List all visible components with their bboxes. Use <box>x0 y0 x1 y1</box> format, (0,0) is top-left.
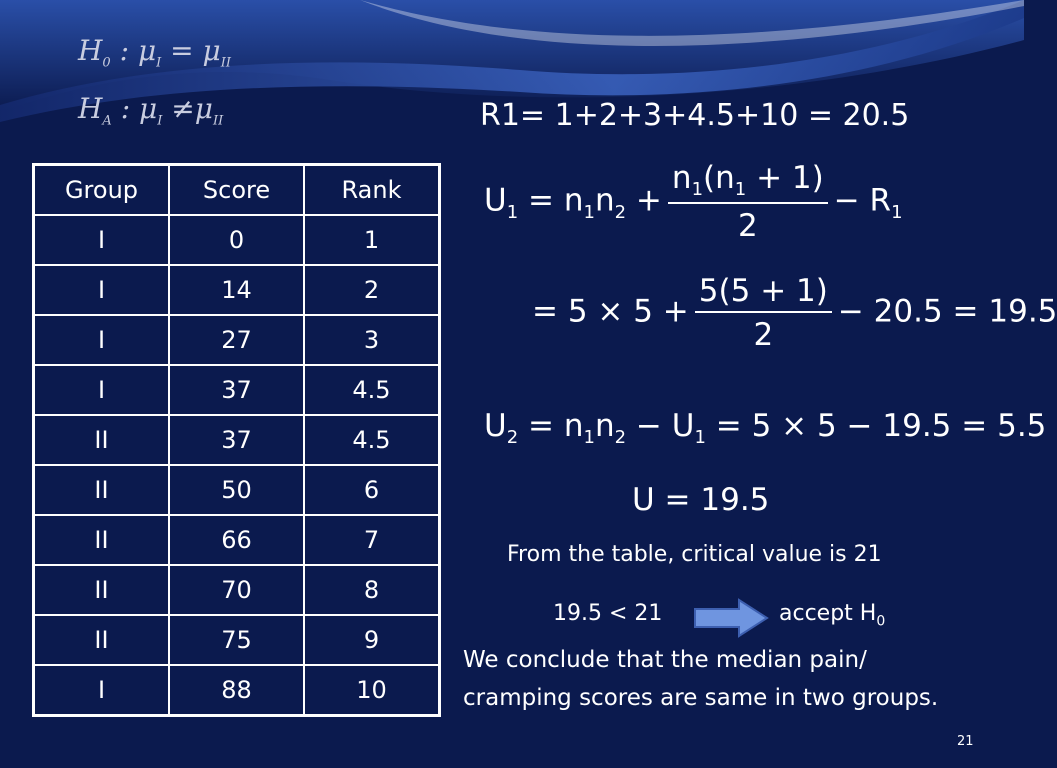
rank-table <box>32 163 441 717</box>
right-arrow-icon <box>693 598 769 638</box>
cell-score: 70 <box>169 565 304 615</box>
cell-score: 50 <box>169 465 304 515</box>
table-row <box>34 315 440 365</box>
cell-score: 0 <box>169 215 304 265</box>
table-row <box>34 615 440 665</box>
cell-rank: 4.5 <box>304 365 440 415</box>
cell-group: II <box>34 565 170 615</box>
table-row <box>34 565 440 615</box>
conclusion-line-1: We conclude that the median pain/ <box>463 647 867 673</box>
accept-h0-text: accept $H_0$ <box>779 601 886 630</box>
u1-formula: $U_1 = n_1n_2$ + $\frac{n_1(n_1 + 1)}{2}$ − $R_1$ <box>484 160 903 245</box>
cell-rank: 7 <box>304 515 440 565</box>
cell-rank: 10 <box>304 665 440 716</box>
table-row <box>34 215 440 265</box>
cell-rank: 3 <box>304 315 440 365</box>
cell-score: 27 <box>169 315 304 365</box>
critical-value-text: From the table, critical value is 21 <box>507 542 882 567</box>
page-number: 21 <box>957 734 974 749</box>
cell-group: I <box>34 215 170 265</box>
cell-score: 75 <box>169 615 304 665</box>
cell-group: II <box>34 465 170 515</box>
u-result: U = 19.5 <box>632 482 770 518</box>
table-header-row <box>34 165 440 216</box>
u1-calc-fraction: $\frac{5(5 + 1)}{2}$ <box>695 273 832 353</box>
null-hypothesis: $H_0$ : $\mu_I = \mu_{II}$ <box>78 34 232 71</box>
comparison-text: 19.5 < 21 <box>553 601 663 626</box>
cell-score: 66 <box>169 515 304 565</box>
r1-sum: R1= 1+2+3+4.5+10 = 20.5 <box>480 98 910 133</box>
header-score: Score <box>169 165 304 216</box>
table-row <box>34 415 440 465</box>
cell-group: I <box>34 265 170 315</box>
header-group: Group <box>34 165 170 216</box>
cell-group: II <box>34 515 170 565</box>
table-row <box>34 465 440 515</box>
u1-fraction: $\frac{n_1(n_1 + 1)}{2}$ <box>668 160 828 244</box>
cell-rank: 9 <box>304 615 440 665</box>
cell-score: 88 <box>169 665 304 716</box>
u1-calculation: = 5 × 5 + $\frac{5(5 + 1)}{2}$ − 20.5 = 19.5 <box>532 273 1057 353</box>
cell-group: II <box>34 415 170 465</box>
alternative-hypothesis: $H_A$ : $\mu_I \ne\mu_{II}$ <box>78 92 224 129</box>
cell-rank: 2 <box>304 265 440 315</box>
conclusion-line-2: cramping scores are same in two groups. <box>463 685 939 711</box>
cell-score: 14 <box>169 265 304 315</box>
cell-rank: 4.5 <box>304 415 440 465</box>
cell-score: 37 <box>169 365 304 415</box>
cell-rank: 6 <box>304 465 440 515</box>
cell-rank: 8 <box>304 565 440 615</box>
u2-formula: $U_2 = n_1n_2 - U_1 = 5 \times 5 - 19.5 = 5.5$ <box>484 408 1047 449</box>
cell-score: 37 <box>169 415 304 465</box>
table-row <box>34 665 440 716</box>
table-row <box>34 365 440 415</box>
table-row <box>34 265 440 315</box>
header-rank: Rank <box>304 165 440 216</box>
cell-group: I <box>34 665 170 716</box>
cell-rank: 1 <box>304 215 440 265</box>
cell-group: I <box>34 315 170 365</box>
cell-group: I <box>34 365 170 415</box>
table-row <box>34 515 440 565</box>
cell-group: II <box>34 615 170 665</box>
